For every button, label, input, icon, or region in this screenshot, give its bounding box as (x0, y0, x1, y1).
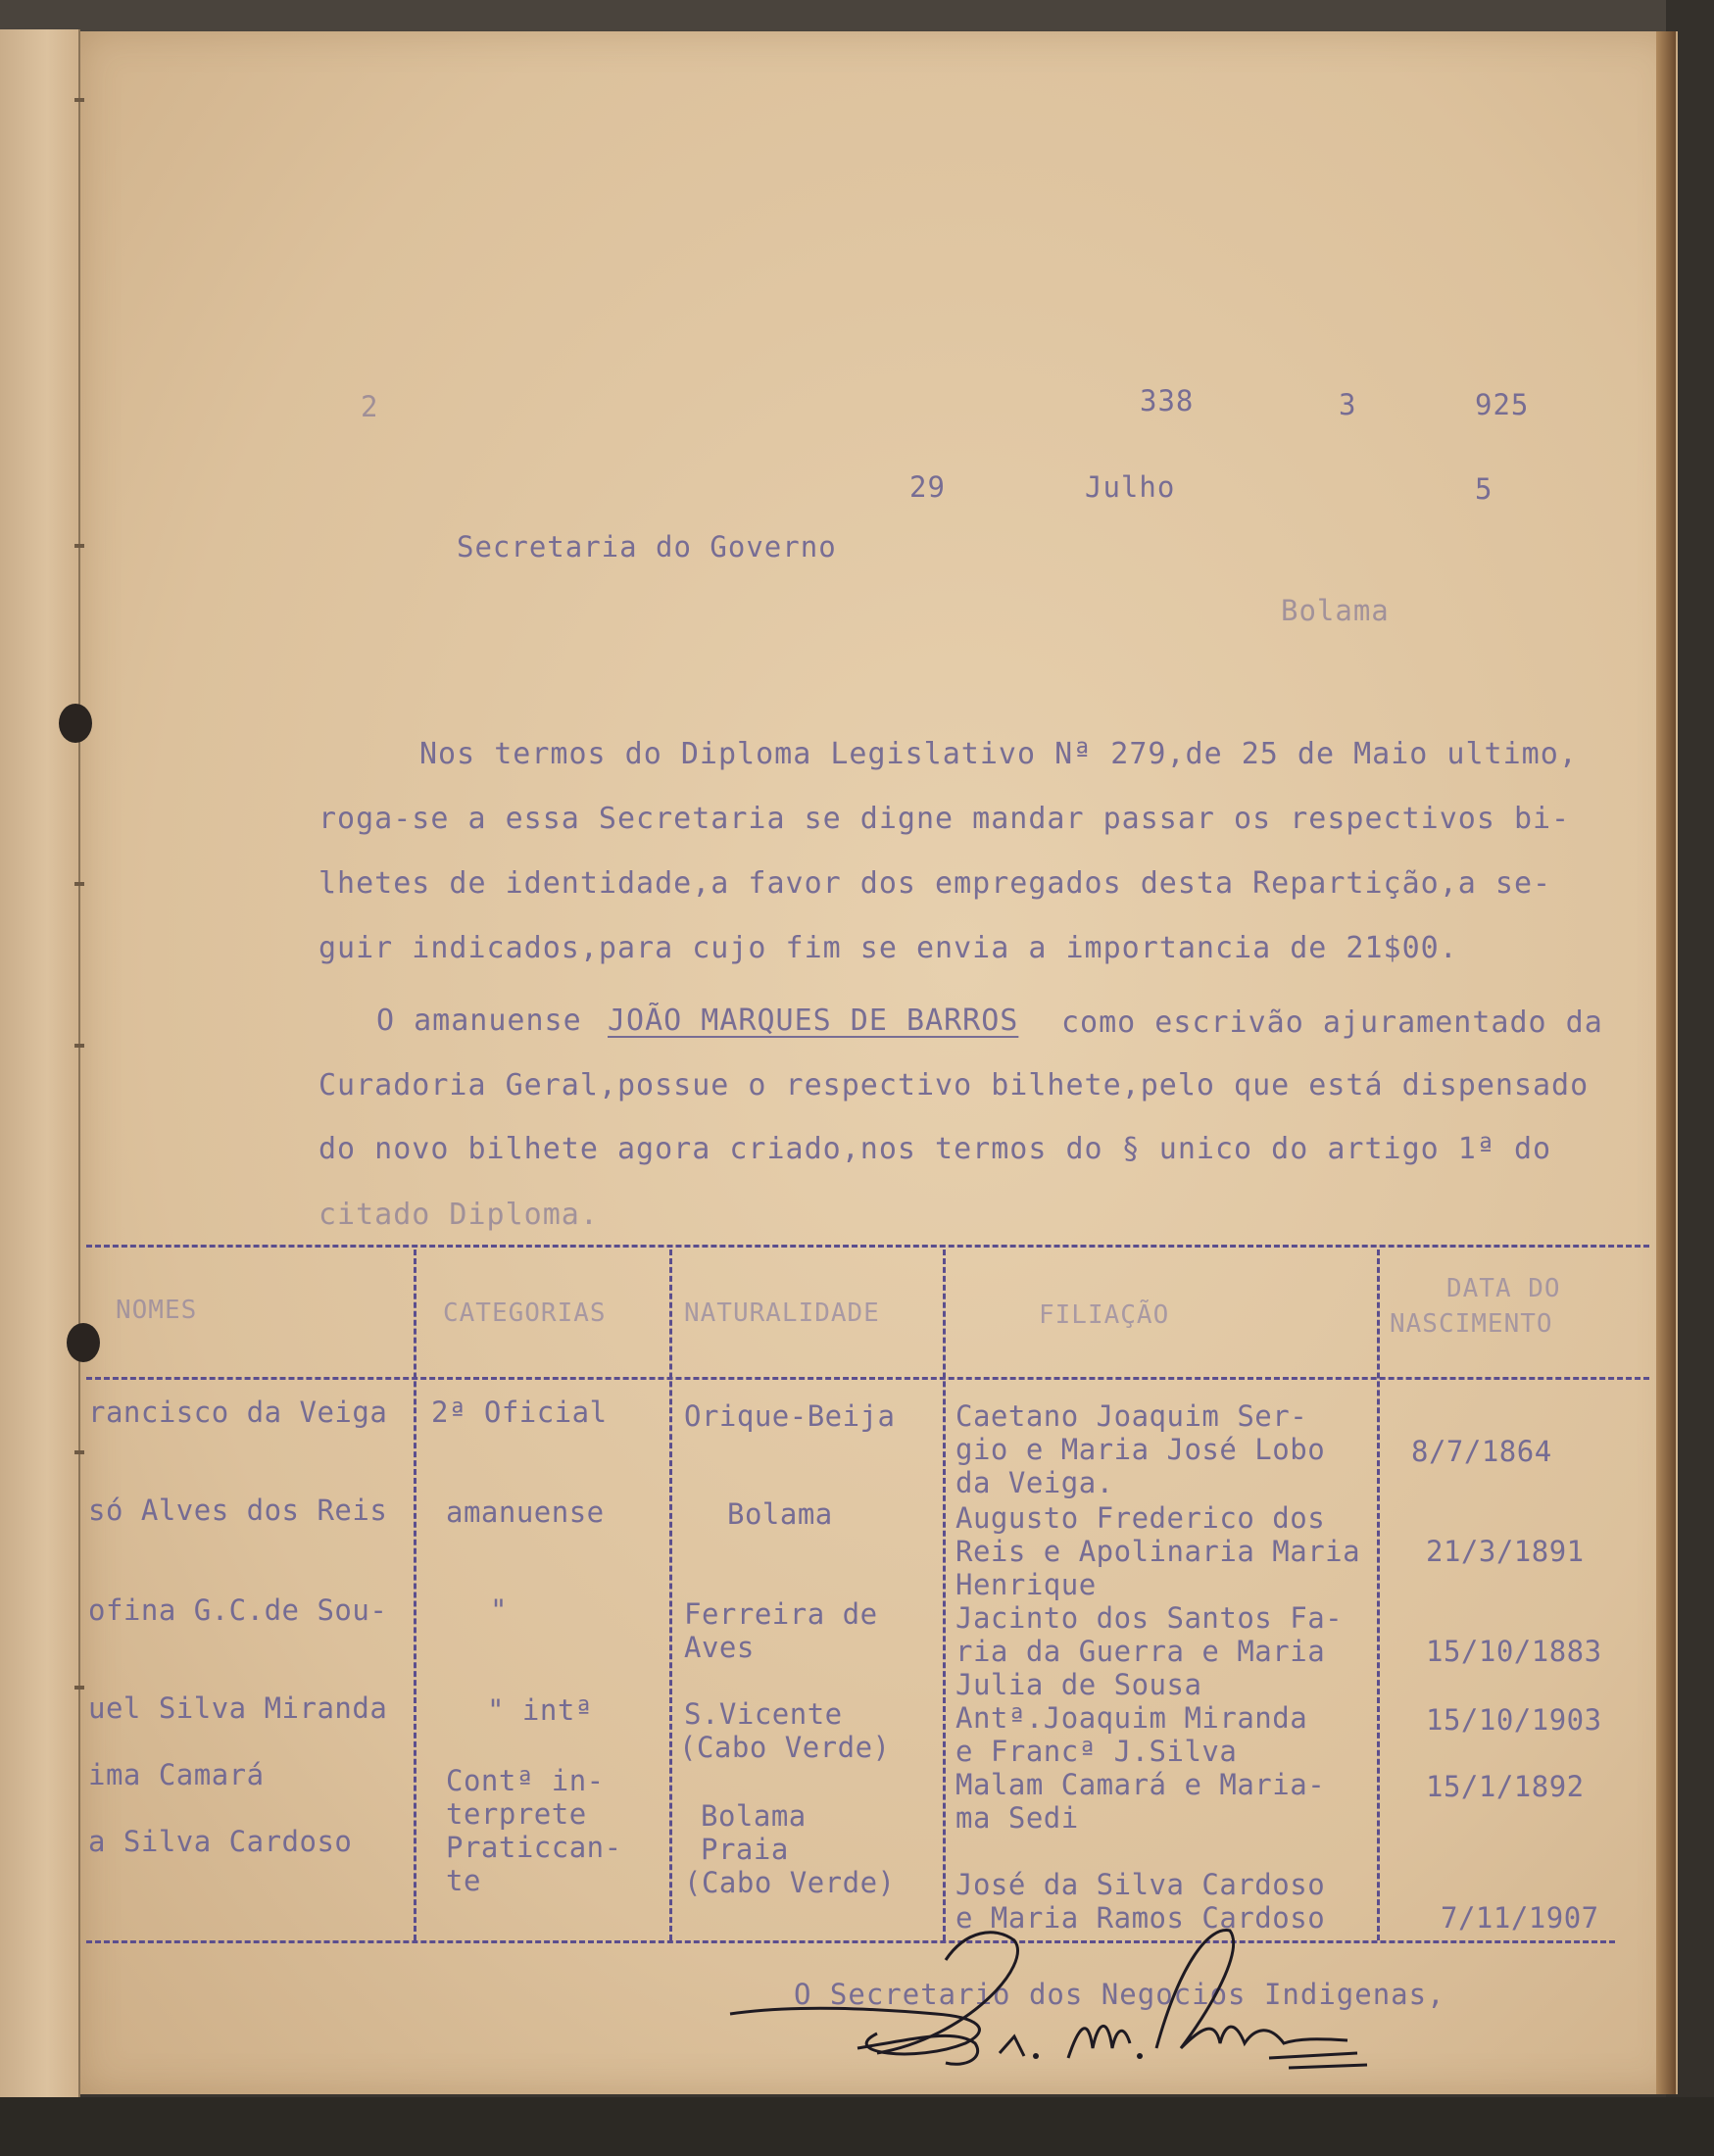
binding-stitch (74, 1450, 84, 1454)
table-cell-data: 15/10/1883 (1426, 1635, 1602, 1668)
table-cell-categoria: Praticcan- (446, 1831, 622, 1864)
column-header-data-line1: DATA DO (1446, 1274, 1561, 1303)
scan-background-top (0, 0, 1714, 31)
table-column-rule (414, 1250, 416, 1940)
column-header-nomes: NOMES (116, 1296, 198, 1325)
table-cell-naturalidade: S.Vicente (684, 1697, 843, 1731)
sender-line: Secretaria do Governo (457, 530, 837, 564)
table-cell-categoria: amanuense (446, 1495, 605, 1529)
table-cell-naturalidade: Bolama (701, 1799, 807, 1833)
table-cell-filiacao: ria da Guerra e Maria (955, 1635, 1326, 1668)
body-line: Nos termos do Diploma Legislativo Nª 279,de 25 de Maio ultimo, (419, 737, 1578, 771)
binding-hole (59, 704, 92, 743)
table-cell-filiacao: Henrique (955, 1568, 1097, 1601)
table-cell-filiacao: Caetano Joaquim Ser- (955, 1399, 1308, 1433)
header-month: Julho (1085, 470, 1176, 504)
table-cell-data: 21/3/1891 (1426, 1535, 1585, 1568)
header-number-925: 925 (1475, 388, 1530, 421)
body-line: como escrivão ajuramentado da (1061, 1005, 1603, 1040)
table-cell-naturalidade: Ferreira de (684, 1597, 878, 1631)
table-cell-categoria: terprete (446, 1797, 587, 1831)
body-line-prefix: O amanuense (376, 1004, 582, 1038)
table-cell-filiacao: José da Silva Cardoso (955, 1868, 1326, 1901)
handwritten-signature (720, 1921, 1387, 2087)
table-cell-naturalidade: Aves (684, 1631, 755, 1664)
table-cell-categoria: 2ª Oficial (431, 1396, 608, 1429)
binding-stitch (74, 1044, 84, 1048)
table-column-rule (943, 1250, 946, 1940)
table-cell-categoria: te (446, 1864, 481, 1897)
scan-background-bottom (0, 2097, 1714, 2156)
table-cell-filiacao: da Veiga. (955, 1466, 1114, 1499)
facing-page-edge (0, 29, 80, 2097)
table-cell-data: 7/11/1907 (1441, 1901, 1599, 1935)
book-cover-edge (1656, 31, 1676, 2094)
body-line: citado Diploma. (318, 1198, 599, 1232)
table-cell-filiacao: e Francª J.Silva (955, 1735, 1238, 1768)
table-cell-data: 8/7/1864 (1411, 1435, 1552, 1468)
table-cell-nome: uel Silva Miranda (88, 1691, 388, 1725)
table-cell-naturalidade: Praia (701, 1833, 789, 1866)
table-cell-naturalidade: (Cabo Verde) (684, 1866, 896, 1899)
table-column-rule (1377, 1250, 1380, 1940)
table-cell-filiacao: Antª.Joaquim Miranda (955, 1701, 1308, 1735)
body-line: roga-se a essa Secretaria se digne mandar passar os respectivos bi- (318, 802, 1571, 836)
table-cell-filiacao: ma Sedi (955, 1801, 1079, 1835)
table-cell-nome: ofina G.C.de Sou- (88, 1593, 388, 1627)
table-cell-data: 15/10/1903 (1426, 1703, 1602, 1737)
table-header-rule (86, 1377, 1649, 1380)
table-cell-naturalidade: Bolama (727, 1497, 833, 1531)
header-number-left: 2 (361, 390, 379, 423)
binding-stitch (74, 882, 84, 886)
column-header-categorias: CATEGORIAS (443, 1298, 607, 1328)
table-cell-naturalidade: Orique-Beija (684, 1399, 896, 1433)
table-top-rule (86, 1245, 1649, 1248)
body-line: do novo bilhete agora criado,nos termos do § unico do artigo 1ª do (318, 1132, 1552, 1166)
body-line: lhetes de identidade,a favor dos empregados desta Repartição,a se- (318, 866, 1552, 901)
table-cell-categoria: Contª in- (446, 1764, 605, 1797)
table-cell-filiacao: Reis e Apolinaria Maria (955, 1535, 1361, 1568)
body-line: guir indicados,para cujo fim se envia a importancia de 21$00. (318, 931, 1458, 965)
table-cell-categoria: " (490, 1593, 508, 1627)
table-cell-filiacao: e Maria Ramos Cardoso (955, 1901, 1326, 1935)
binding-stitch (74, 98, 84, 102)
table-cell-nome: a Silva Cardoso (88, 1825, 353, 1858)
table-cell-nome: rancisco da Veiga (88, 1396, 388, 1429)
table-cell-categoria: " intª (487, 1693, 593, 1727)
table-cell-nome: ima Camará (88, 1758, 265, 1791)
header-number-5: 5 (1475, 472, 1494, 506)
header-number-338: 338 (1140, 384, 1195, 417)
binding-stitch (74, 1686, 84, 1690)
column-header-data-line2: NASCIMENTO (1390, 1309, 1553, 1339)
binding-hole (67, 1323, 100, 1362)
table-cell-nome: só Alves dos Reis (88, 1494, 388, 1527)
table-cell-filiacao: Malam Camará e Maria- (955, 1768, 1326, 1801)
header-number-3: 3 (1339, 388, 1357, 421)
binding-stitch (74, 544, 84, 548)
table-cell-data: 15/1/1892 (1426, 1770, 1585, 1803)
body-line: Curadoria Geral,possue o respectivo bilhete,pelo que está dispensado (318, 1068, 1590, 1102)
table-cell-filiacao: Jacinto dos Santos Fa- (955, 1601, 1344, 1635)
header-day: 29 (909, 470, 946, 504)
closing-signoff: O Secretario dos Negocios Indigenas, (794, 1978, 1445, 2011)
column-header-filiacao: FILIAÇÃO (1039, 1300, 1170, 1330)
place-line: Bolama (1281, 594, 1390, 627)
table-column-rule (669, 1250, 672, 1940)
table-cell-filiacao: Augusto Frederico dos (955, 1501, 1326, 1535)
table-cell-filiacao: gio e Maria José Lobo (955, 1433, 1326, 1466)
table-cell-naturalidade: (Cabo Verde) (679, 1731, 891, 1764)
table-cell-filiacao: Julia de Sousa (955, 1668, 1202, 1701)
employee-name-underlined: JOÃO MARQUES DE BARROS (608, 1004, 1019, 1038)
column-header-naturalidade: NATURALIDADE (684, 1298, 880, 1328)
